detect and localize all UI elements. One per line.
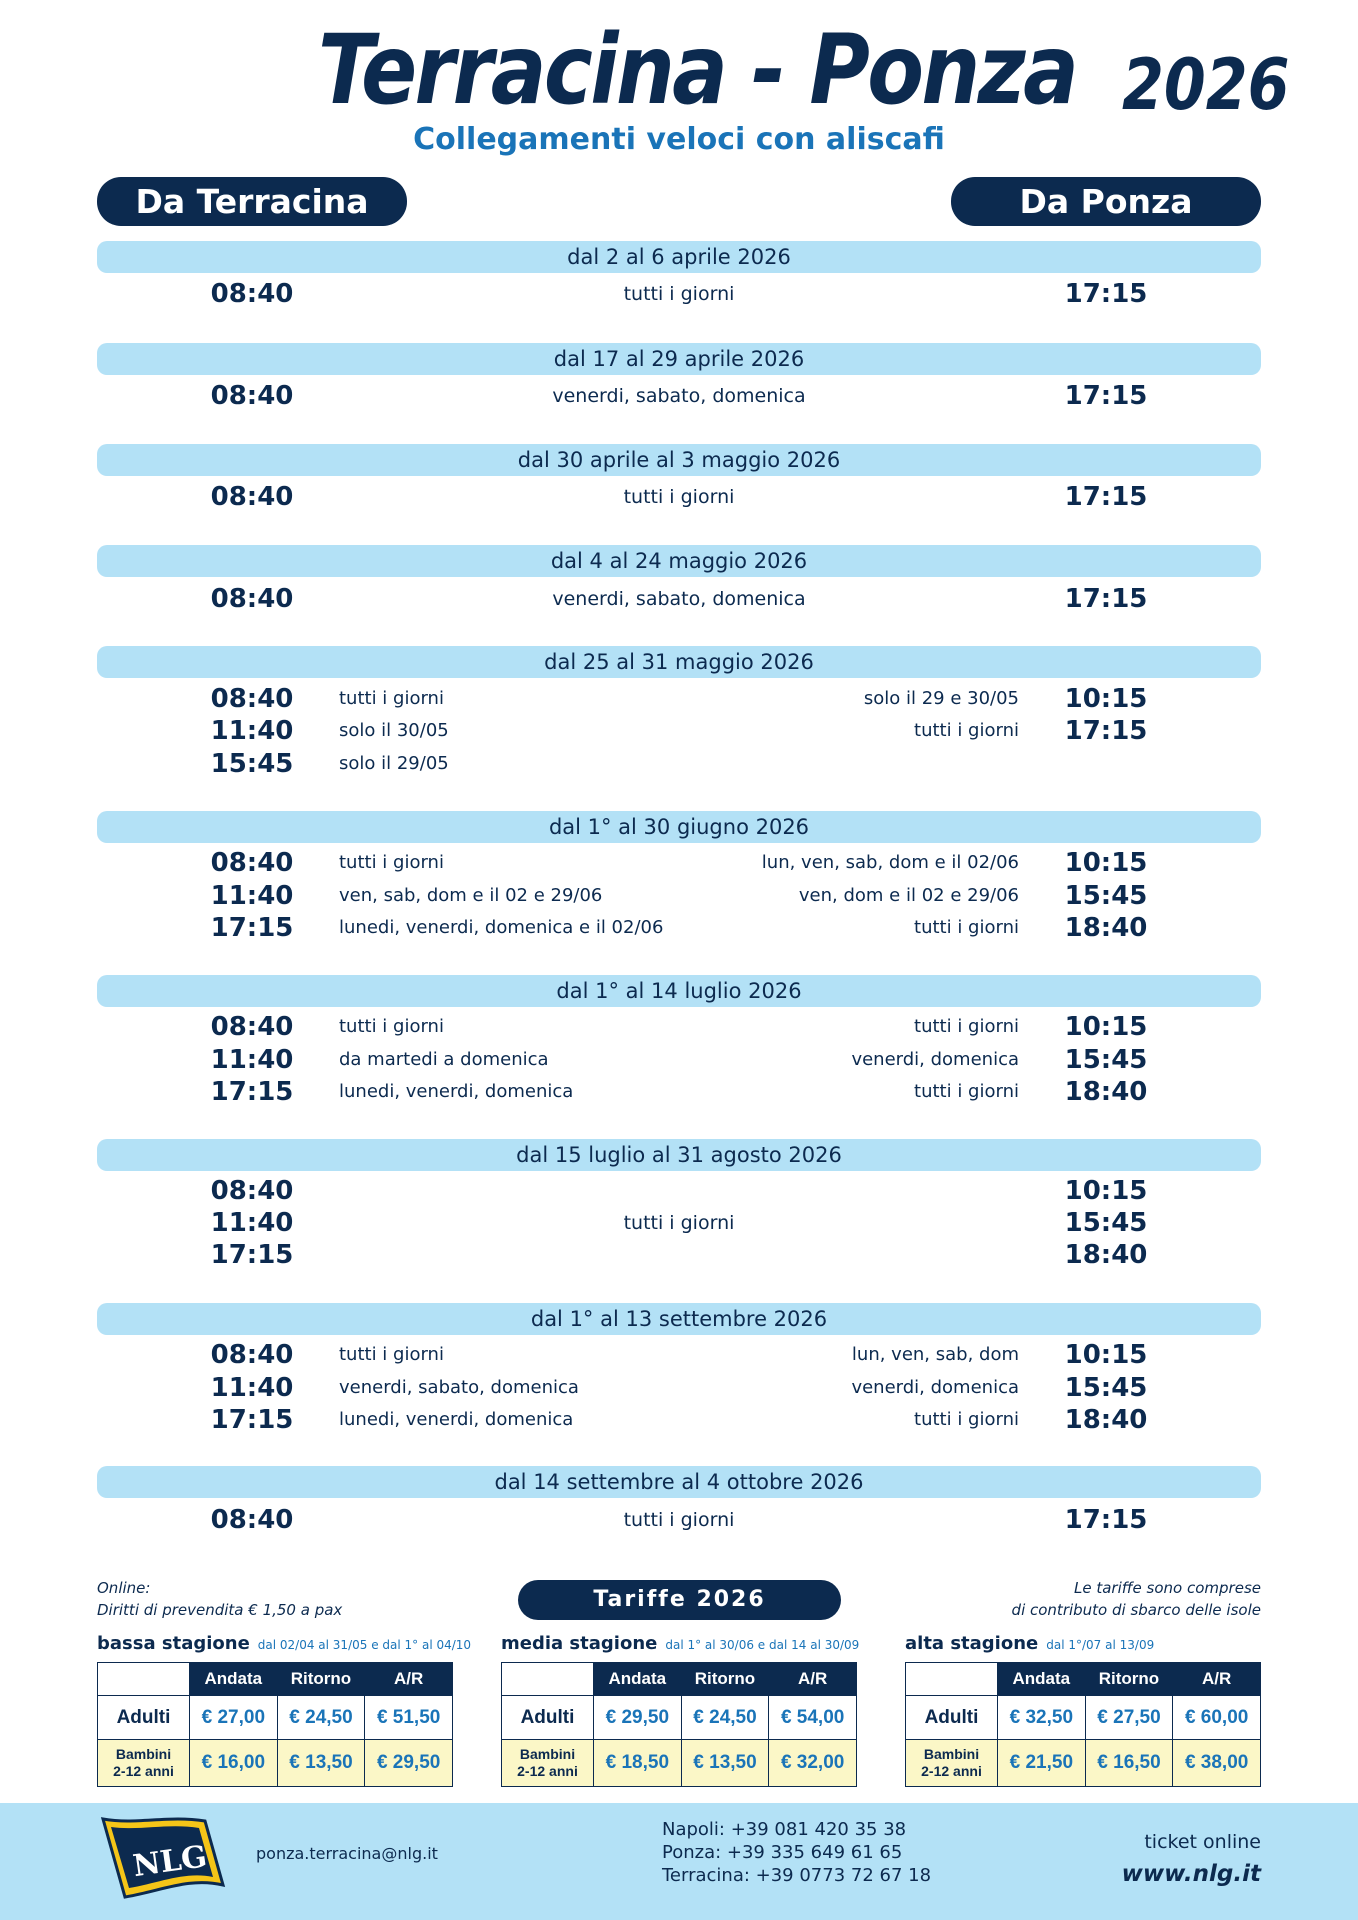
column-header: Andata — [190, 1663, 278, 1696]
kids-label-line1: Bambini — [519, 1746, 576, 1762]
season-dates: dal 1° al 30/06 e dal 14 al 30/09 — [665, 1638, 860, 1652]
timetable-row — [0, 748, 1358, 780]
terracina-days-note: lunedi, venerdi, domenica e il 02/06 — [339, 917, 664, 938]
kids-label-line2: 2-12 anni — [113, 1763, 174, 1779]
terracina-days-note: lunedi, venerdi, domenica — [339, 1409, 574, 1430]
timetable-row — [0, 1372, 1358, 1404]
departure-ponza: 17:15 — [1064, 1505, 1148, 1535]
departure-ponza: 10:15 — [1064, 1340, 1148, 1370]
terracina-days-note: da martedi a domenica — [339, 1049, 549, 1070]
email-link[interactable]: ponza.terracina@nlg.it — [256, 1844, 438, 1863]
season-name: media stagione — [501, 1633, 658, 1654]
period-header: dal 17 al 29 aprile 2026 — [97, 343, 1261, 375]
fare-table-media — [501, 1662, 857, 1787]
column-header: A/R — [365, 1663, 453, 1696]
kids-label-line2: 2-12 anni — [517, 1763, 578, 1779]
timetable-row — [0, 715, 1358, 747]
departure-terracina: 17:15 — [210, 1240, 294, 1270]
departure-terracina: 08:40 — [210, 584, 294, 614]
days-note: venerdi, sabato, domenica — [552, 588, 806, 610]
fare-cell: € 27,50 — [1085, 1696, 1173, 1740]
departure-ponza: 17:15 — [1064, 716, 1148, 746]
departure-ponza: 10:15 — [1064, 684, 1148, 714]
ponza-days-note: tutti i giorni — [914, 720, 1019, 741]
timetable-row — [0, 912, 1358, 944]
column-header: Ritorno — [681, 1663, 769, 1696]
terracina-days-note: tutti i giorni — [339, 852, 444, 873]
online-fee-note: Diritti di prevendita € 1,50 a pax — [97, 1601, 343, 1619]
terracina-days-note: lunedi, venerdi, domenica — [339, 1081, 574, 1102]
season-heading — [97, 1633, 471, 1654]
ponza-days-note: venerdi, domenica — [851, 1377, 1019, 1398]
column-header: A/R — [1173, 1663, 1261, 1696]
departure-ponza: 15:45 — [1064, 1373, 1148, 1403]
fare-cell: € 24,50 — [681, 1696, 769, 1740]
column-header: Andata — [594, 1663, 682, 1696]
departure-ponza: 15:45 — [1064, 1045, 1148, 1075]
table-corner — [98, 1663, 190, 1696]
departure-ponza: 18:40 — [1064, 1077, 1148, 1107]
from-terracina-heading: Da Terracina — [97, 177, 407, 226]
terracina-days-note: tutti i giorni — [339, 1016, 444, 1037]
departure-terracina: 08:40 — [210, 381, 294, 411]
fare-cell: € 21,50 — [998, 1740, 1086, 1787]
departure-terracina: 17:15 — [210, 1405, 294, 1435]
days-note: tutti i giorni — [623, 1509, 735, 1531]
departure-terracina: 11:40 — [210, 1208, 294, 1238]
fare-cell: € 51,50 — [365, 1696, 453, 1740]
period-header: dal 25 al 31 maggio 2026 — [97, 646, 1261, 678]
adult-row-label: Adulti — [502, 1696, 594, 1740]
kids-label-line1: Bambini — [923, 1746, 980, 1762]
period-header: dal 1° al 13 settembre 2026 — [97, 1303, 1261, 1335]
kids-row-label — [906, 1740, 998, 1787]
timetable-row — [0, 1076, 1358, 1108]
fare-cell: € 60,00 — [1173, 1696, 1261, 1740]
timetable-row — [0, 1175, 1358, 1207]
fare-cell: € 16,50 — [1085, 1740, 1173, 1787]
timetable-row — [0, 847, 1358, 879]
departure-ponza: 15:45 — [1064, 1208, 1148, 1238]
ponza-days-note: ven, dom e il 02 e 29/06 — [798, 885, 1019, 906]
logo-text: NLG — [130, 1839, 210, 1885]
timetable-row — [0, 583, 1358, 615]
season-dates: dal 02/04 al 31/05 e dal 1° al 04/10 — [257, 1638, 472, 1652]
terracina-days-note: venerdi, sabato, domenica — [339, 1377, 579, 1398]
kids-row-label — [502, 1740, 594, 1787]
departure-ponza: 15:45 — [1064, 881, 1148, 911]
column-header: Ritorno — [277, 1663, 365, 1696]
season-dates: dal 1°/07 al 13/09 — [1046, 1638, 1155, 1652]
fare-cell: € 54,00 — [769, 1696, 857, 1740]
table-corner — [906, 1663, 998, 1696]
timetable-row — [0, 1404, 1358, 1436]
fare-cell: € 24,50 — [277, 1696, 365, 1740]
schedule-year: 2026 — [1122, 44, 1290, 126]
season-name: bassa stagione — [97, 1633, 250, 1654]
fares-title: Tariffe 2026 — [518, 1580, 841, 1620]
terracina-days-note: solo il 29/05 — [339, 753, 449, 774]
days-note: tutti i giorni — [623, 486, 735, 508]
departure-terracina: 08:40 — [210, 1176, 294, 1206]
from-ponza-heading: Da Ponza — [951, 177, 1261, 226]
ponza-days-note: tutti i giorni — [914, 917, 1019, 938]
adult-row-label: Adulti — [98, 1696, 190, 1740]
departure-terracina: 15:45 — [210, 749, 294, 779]
column-header: A/R — [769, 1663, 857, 1696]
fare-cell: € 18,50 — [594, 1740, 682, 1787]
ponza-days-note: tutti i giorni — [914, 1409, 1019, 1430]
phone-terracina: Terracina: +39 0773 72 67 18 — [662, 1865, 932, 1886]
ponza-days-note: venerdi, domenica — [851, 1049, 1019, 1070]
fares-included-note-line2: di contributo di sbarco delle isole — [1011, 1601, 1261, 1619]
ponza-days-note: tutti i giorni — [914, 1016, 1019, 1037]
fare-cell: € 13,50 — [681, 1740, 769, 1787]
period-header: dal 4 al 24 maggio 2026 — [97, 545, 1261, 577]
period-header: dal 1° al 30 giugno 2026 — [97, 811, 1261, 843]
departure-ponza: 17:15 — [1064, 381, 1148, 411]
ponza-days-note: tutti i giorni — [914, 1081, 1019, 1102]
terracina-days-note: ven, sab, dom e il 02 e 29/06 — [339, 885, 603, 906]
departure-ponza: 17:15 — [1064, 584, 1148, 614]
fares-included-note-line1: Le tariffe sono comprese — [1073, 1579, 1261, 1597]
phone-napoli: Napoli: +39 081 420 35 38 — [662, 1819, 907, 1840]
fare-cell: € 32,00 — [769, 1740, 857, 1787]
departure-terracina: 08:40 — [210, 482, 294, 512]
departure-terracina: 08:40 — [210, 684, 294, 714]
days-note: tutti i giorni — [623, 1212, 735, 1234]
fare-cell: € 32,50 — [998, 1696, 1086, 1740]
kids-label-line1: Bambini — [115, 1746, 172, 1762]
timetable-row — [0, 683, 1358, 715]
departure-terracina: 08:40 — [210, 848, 294, 878]
departure-terracina: 11:40 — [210, 881, 294, 911]
table-corner — [502, 1663, 594, 1696]
departure-ponza: 18:40 — [1064, 1405, 1148, 1435]
departure-terracina: 17:15 — [210, 913, 294, 943]
terracina-days-note: tutti i giorni — [339, 1344, 444, 1365]
departure-terracina: 11:40 — [210, 716, 294, 746]
timetable-row — [0, 1011, 1358, 1043]
departure-ponza: 18:40 — [1064, 1240, 1148, 1270]
fare-table-bassa — [97, 1662, 453, 1787]
kids-row-label — [98, 1740, 190, 1787]
timetable-row — [0, 1044, 1358, 1076]
fare-cell: € 38,00 — [1173, 1740, 1261, 1787]
period-header: dal 1° al 14 luglio 2026 — [97, 975, 1261, 1007]
ponza-days-note: lun, ven, sab, dom e il 02/06 — [761, 852, 1019, 873]
season-heading — [905, 1633, 1154, 1654]
terracina-days-note: tutti i giorni — [339, 688, 444, 709]
days-note: tutti i giorni — [623, 283, 735, 305]
departure-ponza: 10:15 — [1064, 848, 1148, 878]
departure-terracina: 11:40 — [210, 1373, 294, 1403]
ponza-days-note: lun, ven, sab, dom — [851, 1344, 1019, 1365]
season-heading — [501, 1633, 859, 1654]
timetable-row — [0, 481, 1358, 513]
departure-terracina: 08:40 — [210, 279, 294, 309]
fare-cell: € 27,00 — [190, 1696, 278, 1740]
column-header: Ritorno — [1085, 1663, 1173, 1696]
days-note: venerdi, sabato, domenica — [552, 385, 806, 407]
page-subtitle: Collegamenti veloci con aliscafi — [413, 122, 945, 157]
column-header: Andata — [998, 1663, 1086, 1696]
departure-terracina: 17:15 — [210, 1077, 294, 1107]
departure-ponza: 18:40 — [1064, 913, 1148, 943]
timetable-row — [0, 380, 1358, 412]
timetable-row — [0, 278, 1358, 310]
fare-cell: € 13,50 — [277, 1740, 365, 1787]
period-header: dal 30 aprile al 3 maggio 2026 — [97, 444, 1261, 476]
phone-ponza: Ponza: +39 335 649 61 65 — [662, 1842, 903, 1863]
terracina-days-note: solo il 30/05 — [339, 720, 449, 741]
online-label: Online: — [97, 1579, 151, 1597]
fare-cell: € 16,00 — [190, 1740, 278, 1787]
departure-terracina: 08:40 — [210, 1340, 294, 1370]
departure-terracina: 11:40 — [210, 1045, 294, 1075]
period-header: dal 15 luglio al 31 agosto 2026 — [97, 1139, 1261, 1171]
timetable-row — [0, 880, 1358, 912]
departure-ponza: 10:15 — [1064, 1012, 1148, 1042]
period-header: dal 2 al 6 aprile 2026 — [97, 241, 1261, 273]
website-link[interactable]: www.nlg.it — [1121, 1861, 1261, 1887]
timetable-row — [0, 1239, 1358, 1271]
kids-label-line2: 2-12 anni — [921, 1763, 982, 1779]
season-name: alta stagione — [905, 1633, 1039, 1654]
fare-cell: € 29,50 — [365, 1740, 453, 1787]
departure-ponza: 17:15 — [1064, 482, 1148, 512]
timetable-row — [0, 1339, 1358, 1371]
timetable-row — [0, 1207, 1358, 1239]
departure-terracina: 08:40 — [210, 1505, 294, 1535]
timetable-row — [0, 1504, 1358, 1536]
nlg-logo — [97, 1815, 229, 1903]
departure-ponza: 17:15 — [1064, 279, 1148, 309]
departure-terracina: 08:40 — [210, 1012, 294, 1042]
ponza-days-note: solo il 29 e 30/05 — [863, 688, 1019, 709]
departure-ponza: 10:15 — [1064, 1176, 1148, 1206]
fare-table-alta — [905, 1662, 1261, 1787]
page-title: Terracina - Ponza — [318, 14, 1077, 126]
ticket-online-label: ticket online — [1144, 1831, 1261, 1853]
adult-row-label: Adulti — [906, 1696, 998, 1740]
fare-cell: € 29,50 — [594, 1696, 682, 1740]
period-header: dal 14 settembre al 4 ottobre 2026 — [97, 1466, 1261, 1498]
